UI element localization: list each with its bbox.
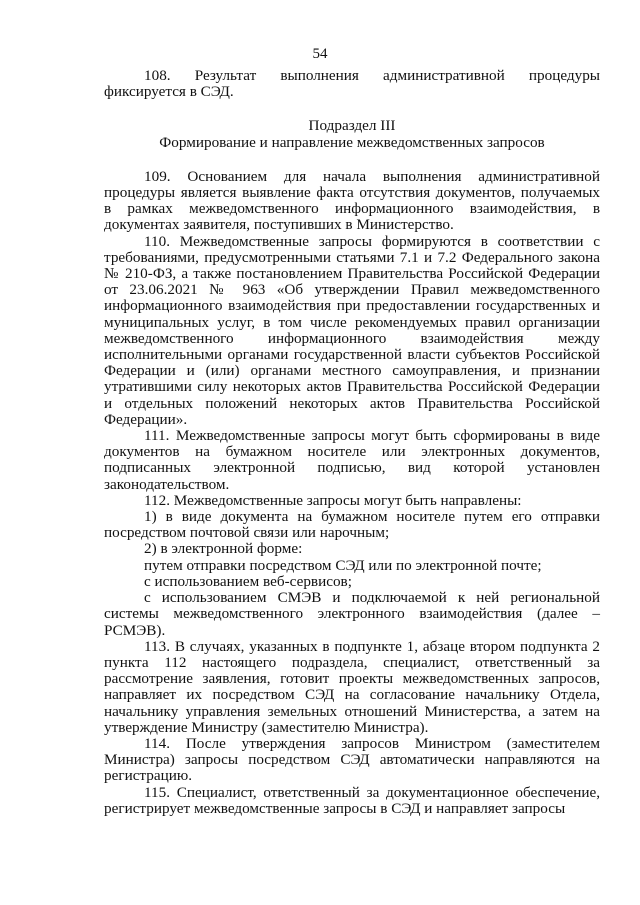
spacer <box>104 151 600 169</box>
paragraph-112-item-2: 2) в электронной форме: <box>144 540 303 558</box>
paragraph-108: 108. Результат выполнения административной процедуры фиксируется в СЭД. <box>104 67 600 101</box>
document-body <box>104 68 600 817</box>
subsection-subtitle: Формирование и направление межведомственных запросов <box>159 133 545 151</box>
page-number: 54 <box>312 46 328 62</box>
subsection-title: Подраздел III <box>308 117 396 135</box>
paragraph-114: 114. После утверждения запросов Министром (заместителем Министра) запросы посредством СЭД автоматически направляются на регистрацию. <box>104 734 600 785</box>
paragraph-109: 109. Основанием для начала выполнения административной процедуры является выявление факта отсутствия документов, получаемых в рамках межведомственного информационного взаимодействия, в документах заявителя, поступивших в Министерство. <box>104 167 600 234</box>
paragraph-115: 115. Специалист, ответственный за документационное обеспечение, регистрирует межведомственные запросы в СЭД и направляет запросы <box>104 783 600 817</box>
spacer <box>104 100 600 118</box>
paragraph-113: 113. В случаях, указанных в подпункте 1, абзаце втором подпункта 2 пункта 112 настоящего подраздела, специалист, ответственный за рассмотрение заявления, готовит проекты межведомственных запросов, направляет их посредством СЭД на согласование начальнику Отдела, начальнику управления земельных отношений Министерства, а затем на утверждение Министру (заместителю Министра). <box>104 637 600 736</box>
paragraph-112-item-1: 1) в виде документа на бумажном носителе путем его отправки посредством почтовой связи или нарочным; <box>104 508 600 542</box>
paragraph-112-item-2a: путем отправки посредством СЭД или по электронной почте; <box>144 556 542 574</box>
paragraph-110: 110. Межведомственные запросы формируются в соответствии с требованиями, предусмотренными статьями 7.1 и 7.2 Федерального закона № 210-ФЗ, а также постановлением Правительства Российской Федерации от 23.06.2021 № 963 «Об утверждении Правил межведомственного информационного взаимодействия при предоставлении государственных и муниципальных услуг, в том числе рекомендуемых правил организации межведомственного информационного взаимодействия между исполнительными органами государственной власти субъектов Российской Федерации и (или) органами местного самоуправления, и признании утратившими силу некоторых актов Правительства Российской Федерации и отдельных положений некоторых актов Правительства Российской Федерации». <box>104 232 600 428</box>
paragraph-112: 112. Межведомственные запросы могут быть направлены: <box>144 491 522 509</box>
paragraph-111: 111. Межведомственные запросы могут быть сформированы в виде документов на бумажном носителе или электронных документов, подписанных электронной подписью, вид которой установлен законодательством. <box>104 427 600 493</box>
paragraph-112-item-2b: с использованием веб-сервисов; <box>144 572 352 590</box>
paragraph-112-item-2c: с использованием СМЭВ и подключаемой к ней региональной системы межведомственного электронного взаимодействия (далее – РСМЭВ). <box>104 589 600 639</box>
